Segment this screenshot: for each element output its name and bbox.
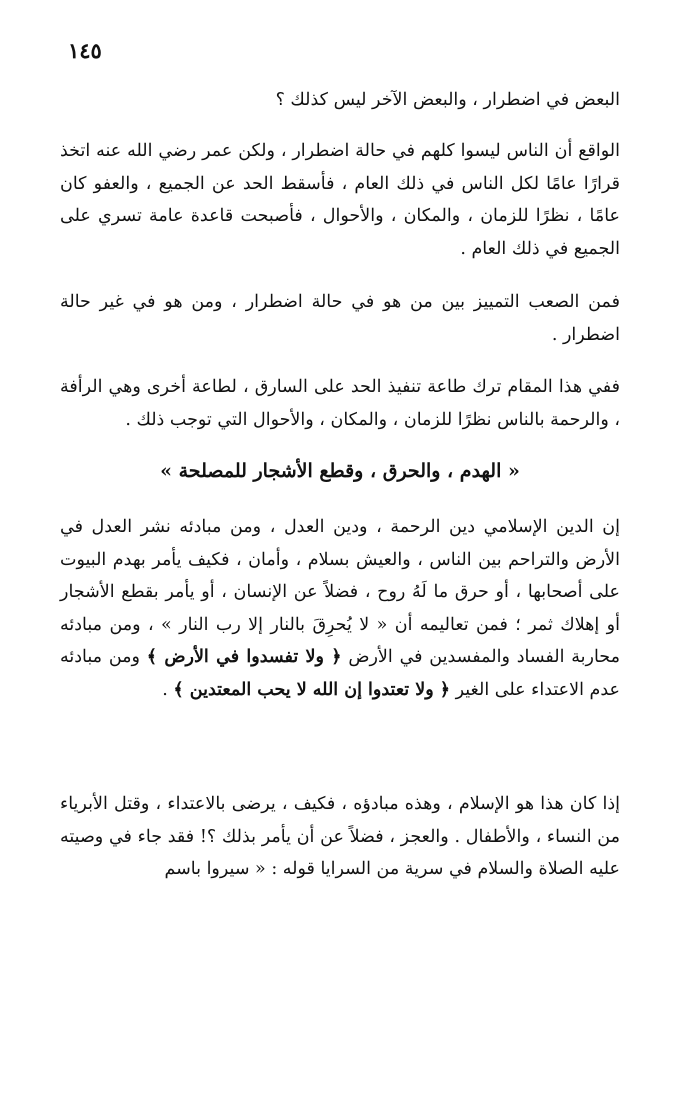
paragraph-5-part1: إن الدين الإسلامي دين الرحمة ، ودين العدل ، ومن مبادئه نشر العدل في الأرض والتراحم بين الناس ، والعيش بسلام ، وأمان ، فكيف يأمر بهدم البيوت على أصحابها ، أو حرق ما لَهُ روح ، فضلاً عن الإنسان ، أو يأمر بقطع الأشجار أو إهلاك ثمر ؛ فمن تعاليمه أن « لا يُحرِقَ بالنار إلا رب النار » ، ومن مبادئه محاربة الفساد والمفسدين في الأرض	[60, 517, 620, 667]
section-heading: « الهدم ، والحرق ، وقطع الأشجار للمصلحة »	[160, 460, 520, 482]
paragraph-2-text: الواقع أن الناس ليسوا كلهم في حالة اضطرار ، ولكن عمر رضي الله عنه اتخذ قرارًا عامًا لكل الناس في ذلك العام ، فأسقط الحد عن الجميع ، والعفو كان عامًا ، نظرًا للزمان ، والمكان ، والأحوال ، فأصبحت قاعدة عامة تسري على الجميع في ذلك العام .	[60, 141, 620, 259]
paragraph-3-text: فمن الصعب التمييز بين من هو في حالة اضطرار ، ومن هو في غير حالة اضطرار .	[60, 292, 620, 345]
paragraph-5	[60, 511, 620, 706]
paragraph-6-text: إذا كان هذا هو الإسلام ، وهذه مبادؤه ، فكيف ، يرضى بالاعتداء ، وقتل الأبرياء من النساء ، والأطفال . والعجز ، فضلاً عن أن يأمر بذلك ؟! فقد جاء في وصيته عليه الصلاة والسلام في سرية من السرايا قوله : « سيروا باسم	[60, 794, 620, 879]
paragraph-4-text: ففي هذا المقام ترك طاعة تنفيذ الحد على السارق ، لطاعة أخرى وهي الرأفة ، والرحمة بالناس نظرًا للزمان ، والمكان ، والأحوال التي توجب ذلك .	[60, 377, 620, 430]
paragraph-1	[60, 84, 620, 117]
paragraph-5-text	[60, 511, 620, 706]
paragraph-5-end: .	[162, 679, 168, 700]
page-number: ١٤٥	[68, 38, 102, 63]
quran-quote-1: ﴿ ولا تفسدوا في الأرض ﴾	[146, 647, 342, 667]
paragraph-2	[60, 135, 620, 265]
paragraph-3	[60, 286, 620, 351]
paragraph-5-part2: ومن مبادئه عدم الاعتداء على الغير	[60, 647, 620, 700]
paragraph-4	[60, 371, 620, 436]
quran-quote-2: ﴿ ولا تعتدوا إن الله لا يحب المعتدين ﴾	[173, 679, 451, 700]
paragraph-6	[60, 788, 620, 886]
paragraph-1-text: البعض في اضطرار ، والبعض الآخر ليس كذلك ؟	[275, 90, 620, 110]
